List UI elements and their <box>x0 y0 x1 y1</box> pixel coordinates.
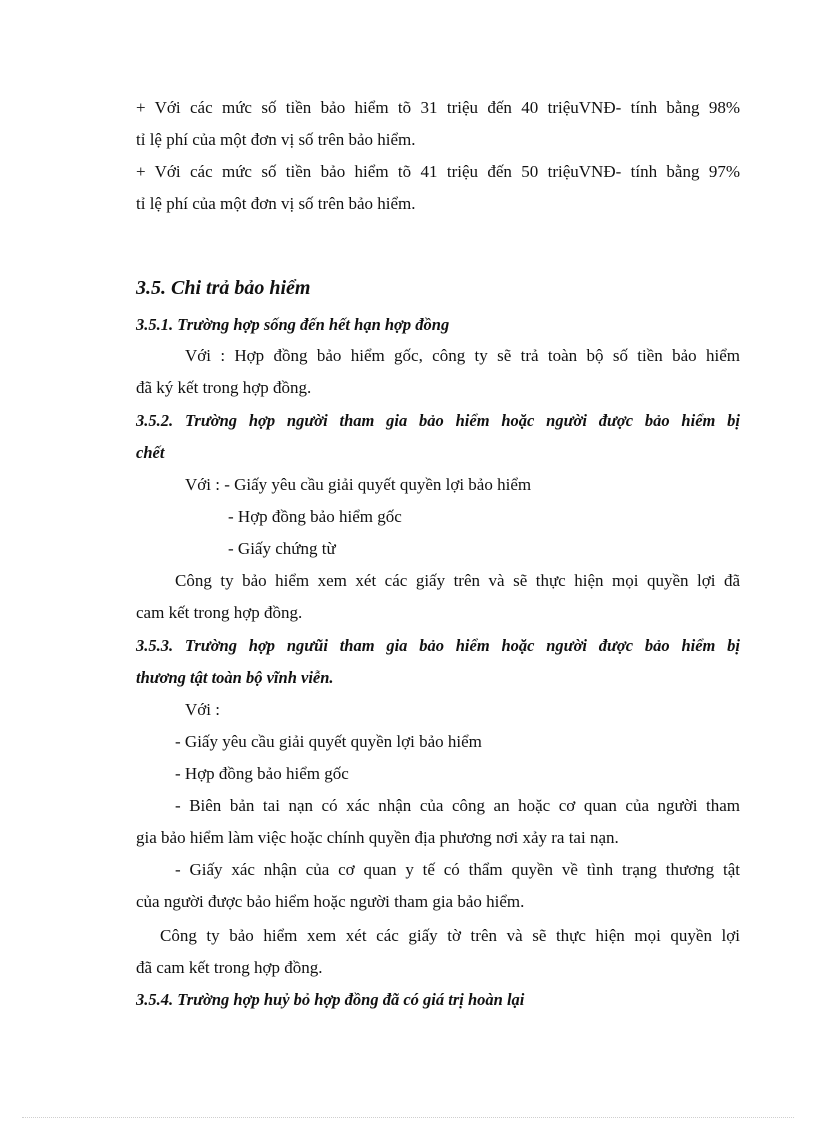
subsection-heading-3-5-2-cont: chết <box>136 443 165 462</box>
subsection-heading-3-5-3-cont: thương tật toàn bộ vĩnh viễn. <box>136 668 334 687</box>
paragraph-line: đã ký kết trong hợp đồng. <box>136 378 312 397</box>
paragraph-line: Công ty bảo hiểm xem xét các giấy tờ trên và sẽ thực hiện mọi quyền lợi <box>160 926 740 945</box>
subsection-heading-3-5-3: 3.5.3. Trường hợp ngưũi tham gia bảo hiểm hoặc người được bảo hiểm bị <box>136 636 740 655</box>
subsection-heading-3-5-2: 3.5.2. Trường hợp người tham gia bảo hiểm hoặc người được bảo hiểm bị <box>136 411 740 430</box>
paragraph-line: tỉ lệ phí của một đơn vị số trên bảo hiểm. <box>136 194 416 213</box>
paragraph-line: của người được bảo hiểm hoặc người tham gia bảo hiểm. <box>136 892 525 911</box>
paragraph-line: Với : <box>185 700 220 719</box>
paragraph-line: Công ty bảo hiểm xem xét các giấy trên và sẽ thực hiện mọi quyền lợi đã <box>175 571 740 590</box>
paragraph-line: Với : Hợp đồng bảo hiểm gốc, công ty sẽ trả toàn bộ số tiền bảo hiểm <box>185 346 740 365</box>
paragraph-line: đã cam kết trong hợp đồng. <box>136 958 323 977</box>
paragraph-line: + Với các mức số tiền bảo hiểm tõ 31 triệu đến 40 triệuVNĐ- tính bằng 98% <box>136 98 740 117</box>
list-line: Với : - Giấy yêu cầu giải quyết quyền lợi bảo hiểm <box>185 475 532 494</box>
paragraph-line: tỉ lệ phí của một đơn vị số trên bảo hiểm. <box>136 130 416 149</box>
subsection-heading-3-5-4: 3.5.4. Trường hợp huỷ bỏ hợp đồng đã có giá trị hoàn lại <box>136 990 525 1009</box>
section-heading-3-5: 3.5. Chi trả bảo hiểm <box>136 277 311 299</box>
list-item: - Giấy xác nhận của cơ quan y tế có thẩm quyền về tình trạng thương tật <box>175 860 740 879</box>
list-item: - Giấy yêu cầu giải quyết quyền lợi bảo hiểm <box>175 732 482 751</box>
list-item: - Hợp đồng bảo hiểm gốc <box>175 764 349 783</box>
list-item: - Giấy chứng từ <box>228 539 336 558</box>
paragraph-line: cam kết trong hợp đồng. <box>136 603 303 622</box>
paragraph-line: gia bảo hiểm làm việc hoặc chính quyền địa phương nơi xảy ra tai nạn. <box>136 828 619 847</box>
list-item: - Hợp đồng bảo hiểm gốc <box>228 507 402 526</box>
list-item: - Biên bản tai nạn có xác nhận của công an hoặc cơ quan của người tham <box>175 796 740 815</box>
page-bottom-divider <box>22 1117 794 1118</box>
subsection-heading-3-5-1: 3.5.1. Trường hợp sống đến hết hạn hợp đồng <box>136 315 450 334</box>
paragraph-line: + Với các mức số tiền bảo hiểm tõ 41 triệu đến 50 triệuVNĐ- tính bằng 97% <box>136 162 740 181</box>
